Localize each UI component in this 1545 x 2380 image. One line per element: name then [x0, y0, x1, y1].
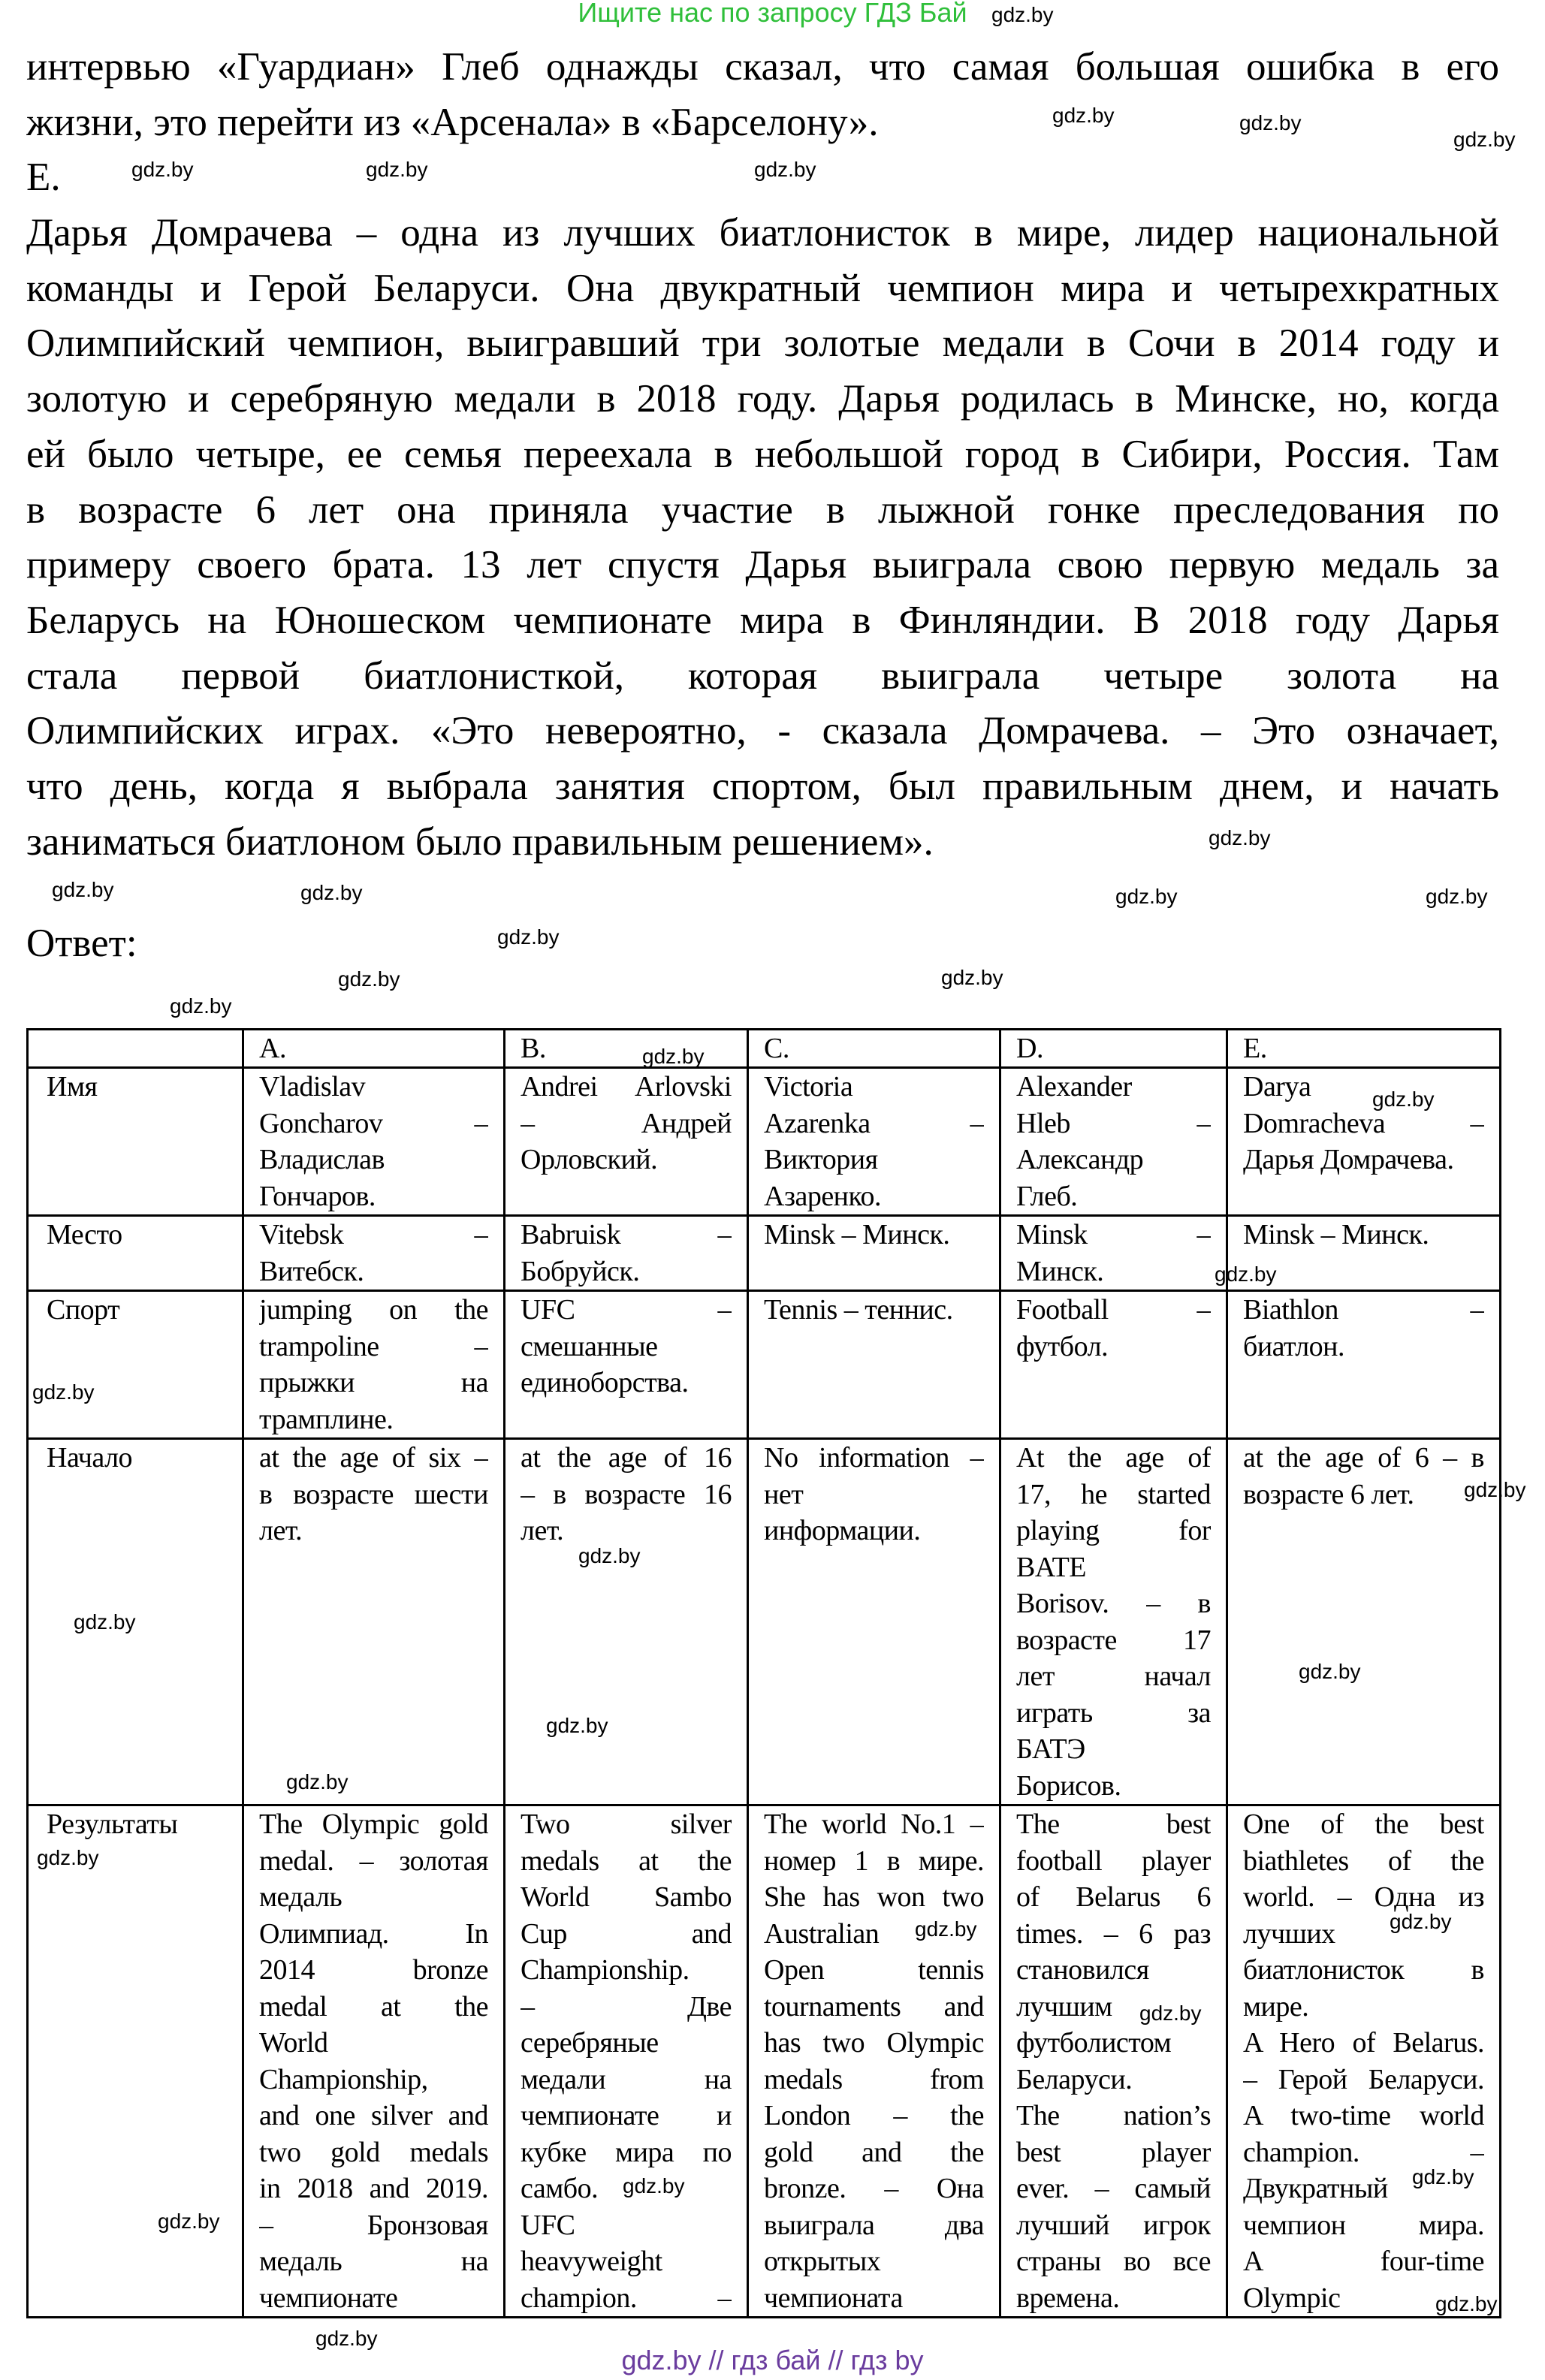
watermark: gdz.by: [754, 158, 816, 181]
cell-line: Гончаров.: [259, 1180, 376, 1212]
cell-line: Борисов.: [1016, 1769, 1121, 1802]
column-header: C.: [748, 1030, 1000, 1068]
watermark: gdz.by: [52, 878, 114, 901]
cell-line: – Андрей: [521, 1107, 732, 1139]
cell-line: Open tennis: [764, 1954, 984, 1986]
cell-line: выиграла два: [764, 2209, 984, 2241]
table-cell: [1227, 1068, 1501, 1216]
paragraph-line: Олимпийских играх. «Это невероятно, - сказала Домрачева. – Это означает,: [26, 709, 1499, 753]
cell-line: 2014 bronze: [259, 1954, 488, 1986]
cell-line: открытых: [764, 2246, 881, 2277]
cell-line: становился: [1016, 1954, 1149, 1986]
watermark: gdz.by: [1464, 1478, 1526, 1501]
cell-line: Дарья Домрачева.: [1243, 1144, 1454, 1175]
watermark: gdz.by: [1209, 826, 1271, 849]
cell-line: чемпион мира.: [1243, 2209, 1484, 2241]
table-cell: [505, 1216, 748, 1291]
cell-line: Borisov. – в: [1016, 1588, 1211, 1619]
cell-line: Витебск.: [259, 1255, 364, 1287]
cell-line: One of the best: [1243, 1808, 1484, 1840]
cell-line: The world No.1 –: [764, 1808, 984, 1840]
watermark: gdz.by: [366, 158, 428, 181]
watermark: gdz.by: [170, 994, 232, 1018]
cell-line: heavyweight: [521, 2246, 662, 2277]
cell-line: БАТЭ: [1016, 1733, 1085, 1765]
table-cell: [748, 1805, 1000, 2318]
cell-line: Two silver: [521, 1808, 732, 1840]
table-cell: [505, 1291, 748, 1439]
row-label-text: Место: [47, 1219, 122, 1250]
cell-line: and one silver and: [259, 2100, 488, 2131]
cell-line: Australian: [764, 1917, 880, 1950]
cell-line: medals from: [764, 2063, 984, 2095]
cell-line: A four-time: [1243, 2246, 1484, 2277]
cell-line: Olympic: [1243, 2282, 1341, 2314]
watermark: gdz.by: [915, 1917, 977, 1941]
paragraph-line: в возрасте 6 лет она приняла участие в лыжной гонке преследования по: [26, 487, 1499, 532]
answer-label: Ответ:: [26, 922, 137, 965]
cell-line: времена.: [1016, 2282, 1120, 2314]
table-cell: [505, 1068, 748, 1216]
cell-line: trampoline –: [259, 1330, 488, 1362]
table-row: [28, 1216, 1501, 1291]
cell-line: самбо.: [521, 2173, 599, 2204]
cell-line: Азаренко.: [764, 1180, 882, 1212]
watermark: gdz.by: [1390, 1910, 1452, 1933]
paragraph-line: Дарья Домрачева – одна из лучших биатлонисток в мире, лидер национальной: [26, 211, 1499, 255]
cell-line: medals at the: [521, 1845, 732, 1877]
paragraph-line: что день, когда я выбрала занятия спортом, был правильным днем, и начать: [26, 764, 1499, 808]
cell-line: UFC –: [521, 1294, 732, 1326]
cell-line: медаль на: [259, 2246, 488, 2277]
cell-line: BATE: [1016, 1551, 1086, 1583]
cell-line: страны во все: [1016, 2246, 1211, 2277]
cell-line: информации.: [764, 1515, 921, 1546]
watermark: gdz.by: [991, 3, 1054, 26]
watermark: gdz.by: [37, 1846, 99, 1869]
table-cell: [1000, 1291, 1227, 1439]
paragraph-line: стала первой биатлонисткой, которая выиграла четыре золота на: [26, 653, 1499, 698]
cell-line: – в возрасте 16: [521, 1478, 732, 1510]
table-row: [28, 1805, 1501, 2318]
cell-line: Олимпиад. In: [259, 1917, 488, 1950]
watermark: gdz.by: [1052, 104, 1115, 127]
cell-line: Александр: [1016, 1144, 1144, 1175]
table-cell: [748, 1068, 1000, 1216]
watermark: gdz.by: [941, 966, 1003, 989]
cell-line: Biathlon –: [1243, 1294, 1484, 1326]
cell-line: champion. –: [521, 2282, 732, 2314]
cell-line: Hleb –: [1016, 1107, 1211, 1139]
cell-line: трамплине.: [259, 1403, 394, 1435]
table-cell: [243, 1216, 505, 1291]
watermark: gdz.by: [74, 1610, 136, 1633]
cell-line: биатлон.: [1243, 1330, 1345, 1362]
watermark: gdz.by: [642, 1045, 705, 1068]
cell-line: лучшим: [1016, 1990, 1112, 2023]
cell-line: Babruisk –: [521, 1219, 732, 1250]
cell-line: в возрасте шести: [259, 1478, 488, 1510]
table-cell: [243, 1068, 505, 1216]
cell-line: – Две: [521, 1990, 732, 2023]
cell-line: at the age of 6 – в: [1243, 1442, 1484, 1474]
watermark: gdz.by: [1239, 111, 1302, 134]
column-header: [28, 1030, 243, 1068]
cell-line: Championship.: [521, 1954, 690, 1986]
cell-line: has two Olympic: [764, 2027, 984, 2059]
cell-line: лучших: [1243, 1917, 1335, 1950]
watermark: gdz.by: [578, 1544, 641, 1567]
watermark: gdz.by: [497, 925, 560, 949]
cell-line: Championship,: [259, 2063, 428, 2095]
column-header: B.: [505, 1030, 748, 1068]
table-row: [28, 1439, 1501, 1805]
cell-line: чемпионате и: [521, 2100, 732, 2131]
cell-line: лет.: [259, 1515, 303, 1546]
table-cell: [1227, 1805, 1501, 2318]
cell-line: playing for: [1016, 1515, 1211, 1546]
cell-line: 17, he started: [1016, 1478, 1211, 1510]
cell-line: biathletes of the: [1243, 1845, 1484, 1877]
cell-line: Двукратный: [1243, 2173, 1388, 2204]
table-cell: [1227, 1291, 1501, 1439]
watermark: gdz.by: [1139, 2001, 1202, 2025]
paragraph-line: заниматься биатлоном было правильным решением».: [26, 819, 934, 864]
row-label: [28, 1068, 243, 1216]
cell-line: чемпионате: [259, 2282, 398, 2314]
cell-line: Бобруйск.: [521, 1255, 640, 1287]
cell-line: medal. – золотая: [259, 1845, 488, 1877]
table-header-row: [28, 1030, 1501, 1068]
table-cell: [748, 1291, 1000, 1439]
table-row: [28, 1291, 1501, 1439]
cell-line: лучший игрок: [1016, 2209, 1211, 2241]
watermark: gdz.by: [32, 1380, 95, 1404]
table-cell: [505, 1439, 748, 1805]
cell-line: нет: [764, 1478, 804, 1510]
search-banner[interactable]: Ищите нас по запросу ГДЗ Бай: [578, 0, 967, 28]
cell-line: играть за: [1016, 1697, 1211, 1729]
cell-line: лет начал: [1016, 1661, 1211, 1692]
paragraph-line: Олимпийский чемпион, выигравший три золотые медали в Сочи в 2014 году и: [26, 321, 1499, 366]
cell-line: – Герой Беларуси.: [1243, 2063, 1484, 2095]
table-cell: [1000, 1439, 1227, 1805]
cell-line: Владислав: [259, 1144, 385, 1175]
cell-line: A Hero of Belarus.: [1243, 2027, 1484, 2059]
cell-line: At the age of: [1016, 1442, 1211, 1474]
cell-line: серебряные: [521, 2027, 659, 2059]
watermark: gdz.by: [131, 158, 194, 181]
paragraph-line: ей было четыре, ее семья переехала в небольшой город в Сибири, Россия. Там: [26, 432, 1499, 476]
row-label-text: Результаты: [47, 1808, 178, 1840]
cell-line: times. – 6 раз: [1016, 1917, 1211, 1950]
row-label-text: Имя: [47, 1071, 98, 1103]
cell-line: Azarenka –: [764, 1107, 984, 1139]
watermark: gdz.by: [1412, 2165, 1474, 2188]
cell-line: Minsk – Минск.: [764, 1219, 950, 1250]
paragraph-line: интервью «Гуардиан» Глеб однажды сказал, что самая большая ошибка в его: [26, 45, 1499, 89]
cell-line: Орловский.: [521, 1144, 658, 1175]
watermark: gdz.by: [158, 2210, 220, 2233]
cell-line: биатлонисток в: [1243, 1954, 1484, 1986]
cell-line: tournaments and: [764, 1990, 984, 2023]
cell-line: Vladislav: [259, 1071, 366, 1103]
watermark: gdz.by: [1435, 2292, 1498, 2315]
table-cell: [748, 1216, 1000, 1291]
watermark: gdz.by: [623, 2174, 685, 2198]
cell-line: gold and the: [764, 2136, 984, 2168]
row-label-text: Спорт: [47, 1294, 120, 1326]
cell-line: Виктория: [764, 1144, 878, 1175]
cell-line: Andrei Arlovski: [521, 1071, 732, 1103]
cell-line: in 2018 and 2019.: [259, 2173, 488, 2204]
watermark: gdz.by: [1453, 128, 1516, 151]
cell-line: She has won two: [764, 1881, 984, 1913]
column-header: A.: [243, 1030, 505, 1068]
watermark: gdz.by: [286, 1770, 349, 1793]
paragraph-line: золотую и серебряную медали в 2018 году. Дарья родилась в Минске, но, когда: [26, 377, 1499, 421]
table-cell: [1000, 1068, 1227, 1216]
cell-line: медали на: [521, 2063, 732, 2095]
cell-line: of Belarus 6: [1016, 1881, 1211, 1913]
cell-line: смешанные: [521, 1330, 658, 1362]
cell-line: Minsk – Минск.: [1243, 1219, 1429, 1250]
row-label: [28, 1805, 243, 2318]
cell-line: Alexander: [1016, 1071, 1132, 1103]
cell-line: возрасте 17: [1016, 1624, 1211, 1656]
paragraph-line: команды и Герой Беларуси. Она двукратный чемпион мира и четырехкратных: [26, 266, 1499, 310]
cell-line: jumping on the: [259, 1294, 488, 1326]
cell-line: football player: [1016, 1845, 1211, 1877]
cell-line: Domracheva –: [1243, 1107, 1484, 1139]
cell-line: bronze. – Она: [764, 2173, 984, 2204]
cell-line: The nation’s: [1016, 2100, 1211, 2131]
table-cell: [1000, 1805, 1227, 2318]
cell-line: – Бронзовая: [259, 2209, 488, 2241]
cell-line: Minsk –: [1016, 1219, 1211, 1250]
cell-line: чемпионата: [764, 2282, 903, 2314]
row-label: [28, 1291, 243, 1439]
watermark: gdz.by: [546, 1714, 608, 1737]
watermark: gdz.by: [338, 967, 400, 991]
row-label-text: Начало: [47, 1442, 133, 1474]
cell-line: London – the: [764, 2100, 984, 2131]
table-cell: [243, 1291, 505, 1439]
cell-line: champion. –: [1243, 2136, 1484, 2168]
cell-line: Darya: [1243, 1071, 1311, 1103]
table-cell: [243, 1805, 505, 2318]
cell-line: лет.: [521, 1515, 564, 1546]
cell-line: Vitebsk –: [259, 1219, 488, 1250]
cell-line: Goncharov –: [259, 1107, 488, 1139]
cell-line: world. – Одна из: [1243, 1881, 1484, 1913]
cell-line: единоборства.: [521, 1367, 689, 1398]
watermark: gdz.by: [315, 2327, 378, 2350]
paragraph-line: примеру своего брата. 13 лет спустя Дарья выиграла свою первую медаль за: [26, 543, 1499, 587]
cell-line: Беларуси.: [1016, 2063, 1133, 2095]
column-header: E.: [1227, 1030, 1501, 1068]
watermark: gdz.by: [1115, 885, 1178, 908]
row-label: [28, 1216, 243, 1291]
table-cell: [1227, 1439, 1501, 1805]
cell-line: at the age of 16: [521, 1442, 732, 1474]
paragraph-line: Беларусь на Юношеском чемпионате мира в Финляндии. В 2018 году Дарья: [26, 598, 1499, 642]
cell-line: ever. – самый: [1016, 2173, 1211, 2204]
cell-line: UFC: [521, 2209, 575, 2241]
cell-line: No information –: [764, 1442, 984, 1474]
cell-line: two gold medals: [259, 2136, 488, 2168]
cell-line: Tennis – теннис.: [764, 1294, 953, 1326]
cell-line: медаль: [259, 1881, 342, 1913]
watermark: gdz.by: [1299, 1660, 1361, 1683]
footer-links[interactable]: gdz.by // гдз бай // гдз by: [621, 2345, 924, 2375]
cell-line: A two-time world: [1243, 2100, 1484, 2131]
cell-line: The best: [1016, 1808, 1211, 1840]
table-row: [28, 1068, 1501, 1216]
watermark: gdz.by: [300, 881, 363, 904]
cell-line: Cup and: [521, 1917, 732, 1950]
cell-line: Минск.: [1016, 1255, 1104, 1287]
cell-line: прыжки на: [259, 1367, 488, 1398]
cell-line: The Olympic gold: [259, 1808, 488, 1840]
cell-line: мире.: [1243, 1990, 1309, 2023]
column-header: D.: [1000, 1030, 1227, 1068]
watermark: gdz.by: [1372, 1087, 1435, 1111]
cell-line: футбол.: [1016, 1330, 1109, 1362]
cell-line: at the age of six –: [259, 1442, 488, 1474]
cell-line: Football –: [1016, 1294, 1211, 1326]
cell-line: best player: [1016, 2136, 1211, 2168]
watermark: gdz.by: [1215, 1262, 1277, 1286]
cell-line: номер 1 в мире.: [764, 1845, 984, 1877]
table-cell: [505, 1805, 748, 2318]
watermark: gdz.by: [1426, 885, 1488, 908]
cell-line: Глеб.: [1016, 1180, 1078, 1212]
cell-line: кубке мира по: [521, 2136, 732, 2168]
cell-line: World: [259, 2027, 328, 2059]
table-cell: [243, 1439, 505, 1805]
cell-line: футболистом: [1016, 2027, 1172, 2059]
table-cell: [1000, 1216, 1227, 1291]
paragraph-line: E.: [26, 155, 61, 200]
cell-line: World Sambo: [521, 1881, 732, 1913]
cell-line: Victoria: [764, 1071, 853, 1103]
cell-line: возрасте 6 лет.: [1243, 1478, 1414, 1510]
paragraph-line: жизни, это перейти из «Арсенала» в «Барселону».: [26, 100, 879, 144]
table-cell: [748, 1439, 1000, 1805]
cell-line: medal at the: [259, 1990, 488, 2023]
answer-table: [26, 1028, 1501, 2318]
